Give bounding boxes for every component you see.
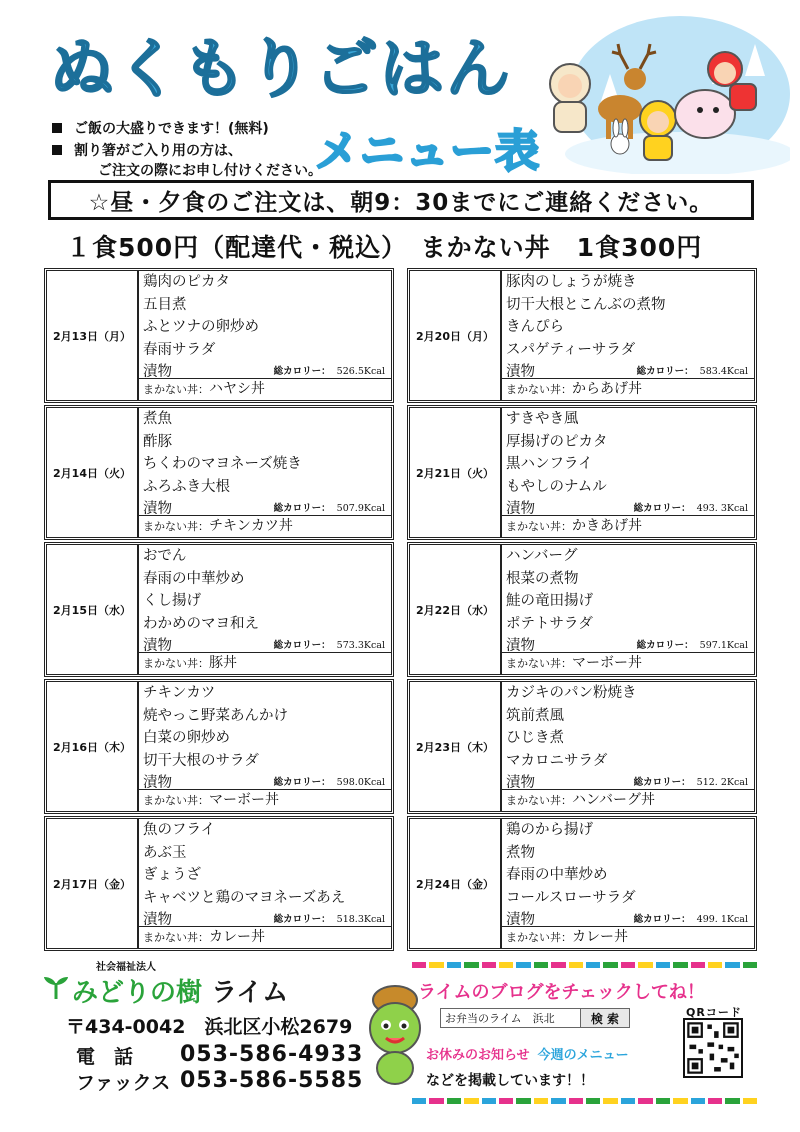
blog-posted-text: などを掲載しています！！ — [426, 1073, 594, 1089]
dish: カジキのパン粉焼き — [506, 685, 637, 701]
calorie-total: 総カロリー： 573.3Kcal — [273, 640, 385, 651]
dish: ふろふき大根 — [143, 478, 230, 495]
calorie-total: 総カロリー： 493. 3Kcal — [633, 503, 748, 514]
day-date: 2月24日（金） — [410, 819, 502, 948]
note-chopsticks-cont: ご注文の際にお申し付けください。 — [98, 163, 322, 179]
calorie-total: 総カロリー： 512. 2Kcal — [633, 777, 748, 788]
dish: ふとツナの卵炒め — [143, 319, 259, 336]
search-box — [440, 1008, 630, 1028]
day-date: 2月22日（水） — [410, 545, 502, 674]
calorie-total: 総カロリー： 518.3Kcal — [273, 914, 385, 925]
makanai-don: まかない丼：マーボー丼 — [139, 789, 391, 811]
day-row — [407, 542, 757, 677]
dish: キャベツと鶏のマヨネーズあえ — [143, 889, 346, 906]
dish: 魚のフライ — [143, 822, 216, 838]
dish: 春雨サラダ — [143, 341, 216, 358]
makanai-don: まかない丼：マーボー丼 — [502, 652, 754, 674]
dish: 筑前煮風 — [506, 707, 564, 724]
leaf-logo-icon — [42, 975, 70, 1001]
dish: 春雨の中華炒め — [143, 570, 245, 587]
day-row — [44, 679, 394, 814]
dish: ぎょうざ — [143, 867, 201, 884]
day-date: 2月20日（月） — [410, 271, 502, 400]
dish: ちくわのマヨネーズ焼き — [143, 456, 302, 473]
dish: 酢豚 — [143, 433, 172, 450]
decorative-dash-border-top — [412, 962, 757, 972]
dish: おでん — [143, 548, 187, 564]
dish: 漬物 — [143, 364, 172, 381]
dish: ハンバーグ — [506, 548, 578, 564]
dish: 鮭の竜田揚げ — [506, 593, 593, 610]
org-type: 社会福祉法人 — [96, 962, 156, 973]
makanai-don: まかない丼：ハヤシ丼 — [139, 378, 391, 400]
dish: 焼やっこ野菜あんかけ — [143, 707, 288, 724]
day-row — [44, 816, 394, 951]
day-date: 2月23日（木） — [410, 682, 502, 811]
dish: チキンカツ — [143, 685, 216, 701]
dish: ポテトサラダ — [506, 615, 593, 632]
calorie-total: 総カロリー： 597.1Kcal — [636, 640, 748, 651]
dish: 切干大根のサラダ — [143, 752, 259, 769]
dish: 漬物 — [506, 638, 535, 655]
dish: 漬物 — [143, 501, 172, 518]
day-date: 2月16日（木） — [47, 682, 139, 811]
makanai-don: まかない丼：からあげ丼 — [502, 378, 754, 400]
dish: マカロニサラダ — [506, 752, 608, 769]
decorative-dash-border-bottom — [412, 1098, 757, 1108]
makanai-don: まかない丼：カレー丼 — [139, 926, 391, 948]
day-row — [407, 679, 757, 814]
dish: ひじき煮 — [506, 730, 564, 747]
dish: 切干大根とこんぶの煮物 — [506, 296, 666, 313]
telephone: 電 話 053-586-4933 — [76, 1042, 364, 1068]
dish: 豚肉のしょうが焼き — [506, 274, 637, 290]
dish: 漬物 — [506, 912, 535, 929]
calorie-total: 総カロリー： 499. 1Kcal — [633, 914, 748, 925]
dish: 煮物 — [506, 844, 535, 861]
order-deadline-notice: ☆昼・夕食のご注文は、朝9：30までにご連絡ください。 — [48, 180, 754, 220]
makanai-don: まかない丼：かきあげ丼 — [502, 515, 754, 537]
day-date: 2月21日（火） — [410, 408, 502, 537]
blog-cta: ライムのブログをチェックしてね！ — [418, 982, 705, 1003]
dish: 鶏肉のピカタ — [143, 274, 230, 290]
dish: 五目煮 — [143, 296, 187, 313]
qr-label: QRコード — [686, 1006, 742, 1019]
dish: 白菜の卵炒め — [143, 730, 230, 747]
note-chopsticks: 割り箸がご入り用の方は、 — [52, 140, 242, 160]
dish: 漬物 — [143, 638, 172, 655]
dish: スパゲティーサラダ — [506, 341, 636, 358]
qr-code-icon — [683, 1018, 743, 1078]
dish: 黒ハンフライ — [506, 456, 593, 473]
dish: あぶ玉 — [143, 844, 187, 861]
dish: 漬物 — [506, 501, 535, 518]
day-row — [44, 542, 394, 677]
dish: 厚揚げのピカタ — [506, 433, 608, 450]
menu-title: メニュー表 — [315, 126, 540, 177]
blog-topics: お休みのお知らせ 今週のメニュー — [426, 1048, 629, 1063]
makanai-don: まかない丼：豚丼 — [139, 652, 391, 674]
org-name: みどりの樹 ライム — [72, 978, 289, 1008]
calorie-total: 総カロリー： 598.0Kcal — [273, 777, 385, 788]
calorie-total: 総カロリー： 583.4Kcal — [636, 366, 748, 377]
day-row — [407, 268, 757, 403]
day-date: 2月14日（火） — [47, 408, 139, 537]
day-date: 2月13日（月） — [47, 271, 139, 400]
dish: もやしのナムル — [506, 478, 607, 495]
dish: 漬物 — [506, 775, 535, 792]
day-row — [44, 405, 394, 540]
dish: 根菜の煮物 — [506, 570, 579, 587]
dish: 漬物 — [506, 364, 535, 381]
dish: すきやき風 — [506, 411, 579, 427]
day-row — [407, 816, 757, 951]
day-row — [407, 405, 757, 540]
winter-characters-illustration — [540, 14, 790, 174]
makanai-don: まかない丼：チキンカツ丼 — [139, 515, 391, 537]
dish: わかめのマヨ和え — [143, 615, 259, 632]
dish: 春雨の中華炒め — [506, 867, 608, 884]
page-title: ぬくもりごはん — [50, 33, 512, 107]
dish: くし揚げ — [143, 593, 201, 610]
search-button: 検 索 — [580, 1009, 629, 1027]
dish: 煮魚 — [143, 411, 172, 427]
day-row — [44, 268, 394, 403]
dish: 漬物 — [143, 775, 172, 792]
address: 〒434-0042 浜北区小松2679 — [66, 1016, 353, 1038]
dish: コールスローサラダ — [506, 889, 636, 906]
fax: ファックス 053-586-5585 — [76, 1068, 364, 1094]
dish: 鶏のから揚げ — [506, 822, 593, 838]
dish: 漬物 — [143, 912, 172, 929]
search-query: お弁当のライム 浜北 — [445, 1012, 555, 1025]
makanai-don: まかない丼：カレー丼 — [502, 926, 754, 948]
dish: きんぴら — [506, 319, 564, 336]
note-large-rice: ご飯の大盛りできます！(無料) — [52, 118, 269, 138]
makanai-don: まかない丼：ハンバーグ丼 — [502, 789, 754, 811]
day-date: 2月17日（金） — [47, 819, 139, 948]
calorie-total: 総カロリー： 526.5Kcal — [273, 366, 385, 377]
day-date: 2月15日（水） — [47, 545, 139, 674]
calorie-total: 総カロリー： 507.9Kcal — [273, 503, 385, 514]
price-line: １食500円（配達代・税込） まかない丼 1食300円 — [66, 233, 703, 262]
